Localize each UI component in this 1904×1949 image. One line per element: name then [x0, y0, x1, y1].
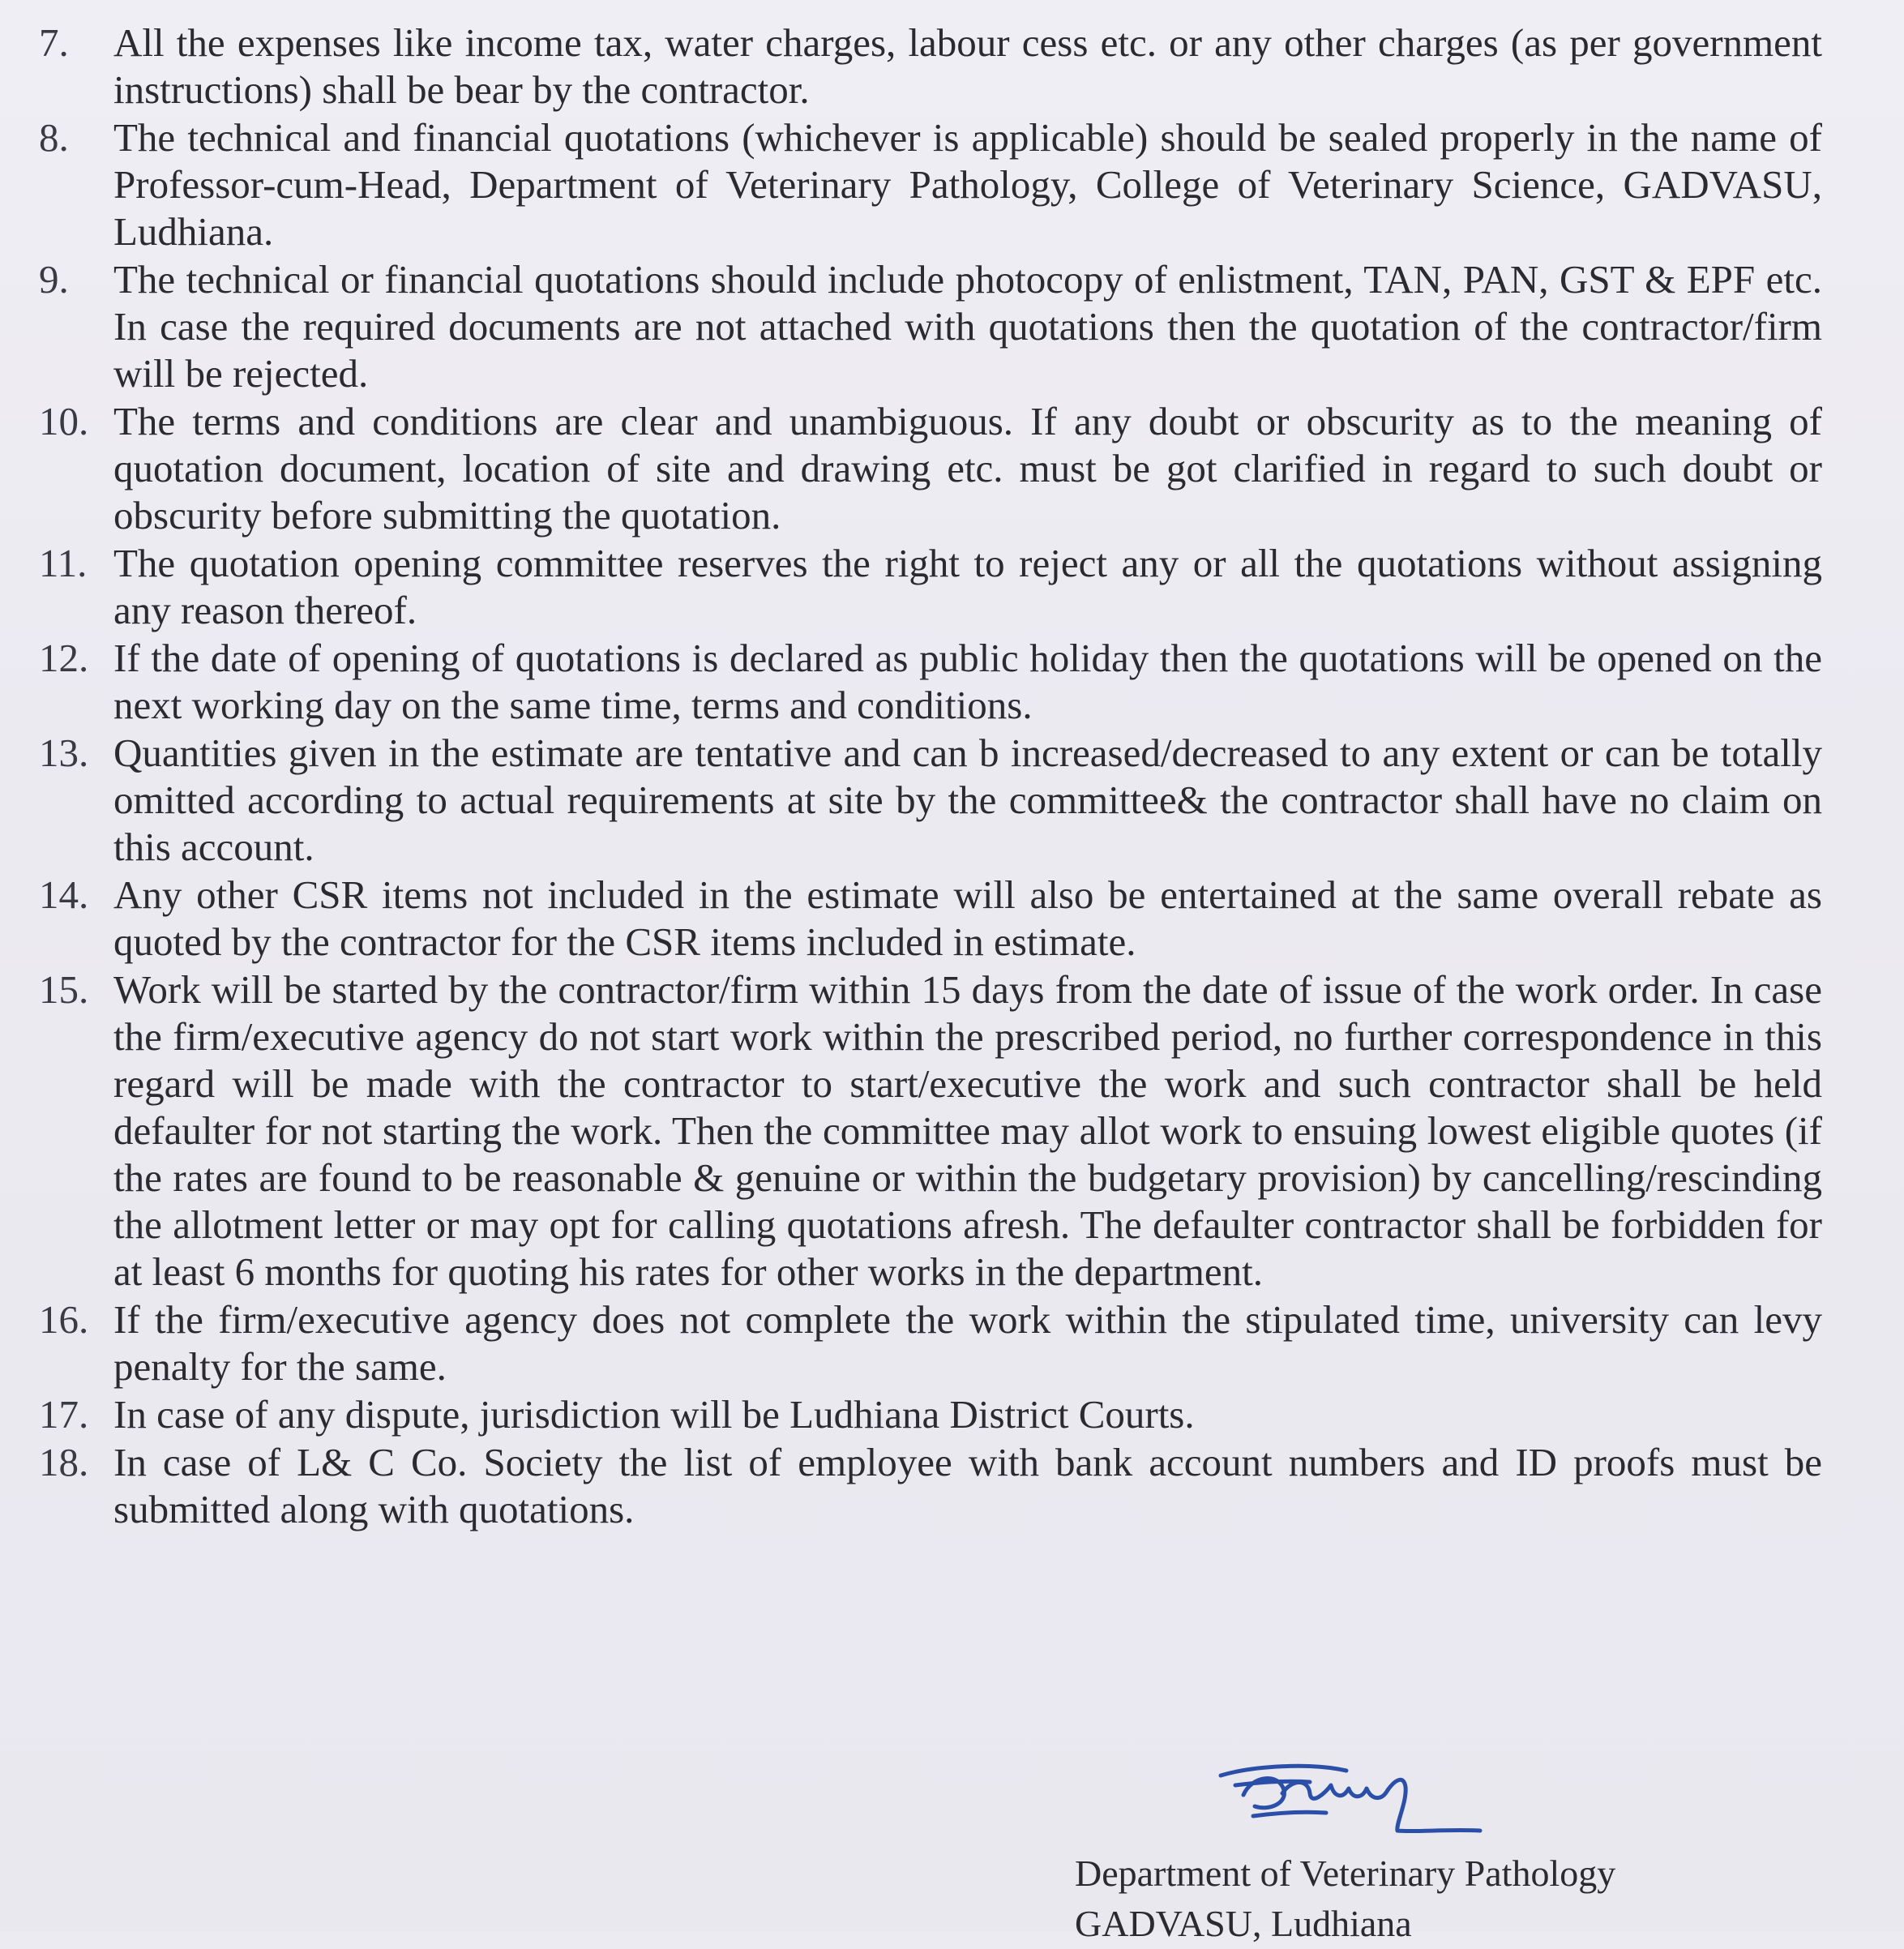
condition-number: 14. [39, 872, 89, 917]
condition-text: In case of L& C Co. Society the list of employee with bank account numbers and ID proofs must be submitted along with quotations. [113, 1440, 1822, 1531]
condition-item-18 [39, 1439, 1822, 1533]
condition-number: 7. [39, 20, 69, 65]
condition-number: 12. [39, 636, 89, 680]
signatory-institution: GADVASU, Ludhiana [1075, 1903, 1412, 1944]
condition-item-16 [39, 1296, 1822, 1390]
condition-number: 9. [39, 257, 69, 302]
signature-block [1075, 1743, 1691, 1949]
condition-number: 18. [39, 1440, 89, 1484]
condition-number: 17. [39, 1392, 89, 1437]
handwritten-signature [1204, 1743, 1513, 1848]
terms-and-conditions-list [39, 19, 1822, 1534]
condition-item-10 [39, 398, 1822, 539]
condition-text: The technical or financial quotations should include photocopy of enlistment, TAN, PAN, GST & EPF etc. In case the required documents are not attached with quotations then the quotation of the contractor/firm will be rejected. [113, 257, 1822, 396]
condition-text: In case of any dispute, jurisdiction will be Ludhiana District Courts. [113, 1392, 1195, 1437]
condition-text: If the firm/executive agency does not complete the work within the stipulated time, university can levy penalty for the same. [113, 1297, 1822, 1389]
condition-text: The terms and conditions are clear and unambiguous. If any doubt or obscurity as to the meaning of quotation document, location of site and drawing etc. must be got clarified in regard to such doubt or obscurity before submitting the quotation. [113, 399, 1822, 538]
condition-item-17 [39, 1391, 1822, 1438]
condition-number: 15. [39, 967, 89, 1012]
condition-item-13 [39, 730, 1822, 871]
condition-item-8 [39, 114, 1822, 255]
signatory-department: Department of Veterinary Pathology [1075, 1853, 1616, 1894]
condition-text: Quantities given in the estimate are tentative and can b increased/decreased to any extent or can be totally omitted according to actual requirements at site by the committee& the contractor shall have no claim on this account. [113, 730, 1822, 869]
condition-number: 10. [39, 399, 89, 443]
condition-number: 16. [39, 1297, 89, 1342]
condition-item-9 [39, 256, 1822, 397]
condition-number: 11. [39, 541, 88, 585]
condition-text: All the expenses like income tax, water charges, labour cess etc. or any other charges (as per government instructions) shall be bear by the contractor. [113, 20, 1822, 112]
condition-item-15 [39, 966, 1822, 1296]
condition-number: 8. [39, 115, 69, 160]
condition-text: Any other CSR items not included in the estimate will also be entertained at the same overall rebate as quoted by the contractor for the CSR items included in estimate. [113, 872, 1822, 964]
condition-text: The technical and financial quotations (whichever is applicable) should be sealed properly in the name of Professor-cum-Head, Department of Veterinary Pathology, College of Veterinary Science, GADVASU, Ludhiana. [113, 115, 1822, 254]
condition-text: The quotation opening committee reserves the right to reject any or all the quotations without assigning any reason thereof. [113, 541, 1822, 632]
condition-item-11 [39, 540, 1822, 634]
condition-item-7 [39, 19, 1822, 114]
condition-item-12 [39, 635, 1822, 729]
condition-item-14 [39, 872, 1822, 966]
condition-text: Work will be started by the contractor/firm within 15 days from the date of issue of the work order. In case the firm/executive agency do not start work within the prescribed period, no further correspondence in this regard will be made with the contractor to start/executive the work and such contractor shall be held defaulter for not starting the work. Then the committee may allot work to ensuing lowest eligible quotes (if the rates are found to be reasonable & genuine or within the budgetary provision) by cancelling/rescinding the allotment letter or may opt for calling quotations afresh. The defaulter contractor shall be forbidden for at least 6 months for quoting his rates for other works in the department. [113, 967, 1822, 1294]
condition-text: If the date of opening of quotations is declared as public holiday then the quotations will be opened on the next working day on the same time, terms and conditions. [113, 636, 1822, 727]
condition-number: 13. [39, 730, 89, 775]
